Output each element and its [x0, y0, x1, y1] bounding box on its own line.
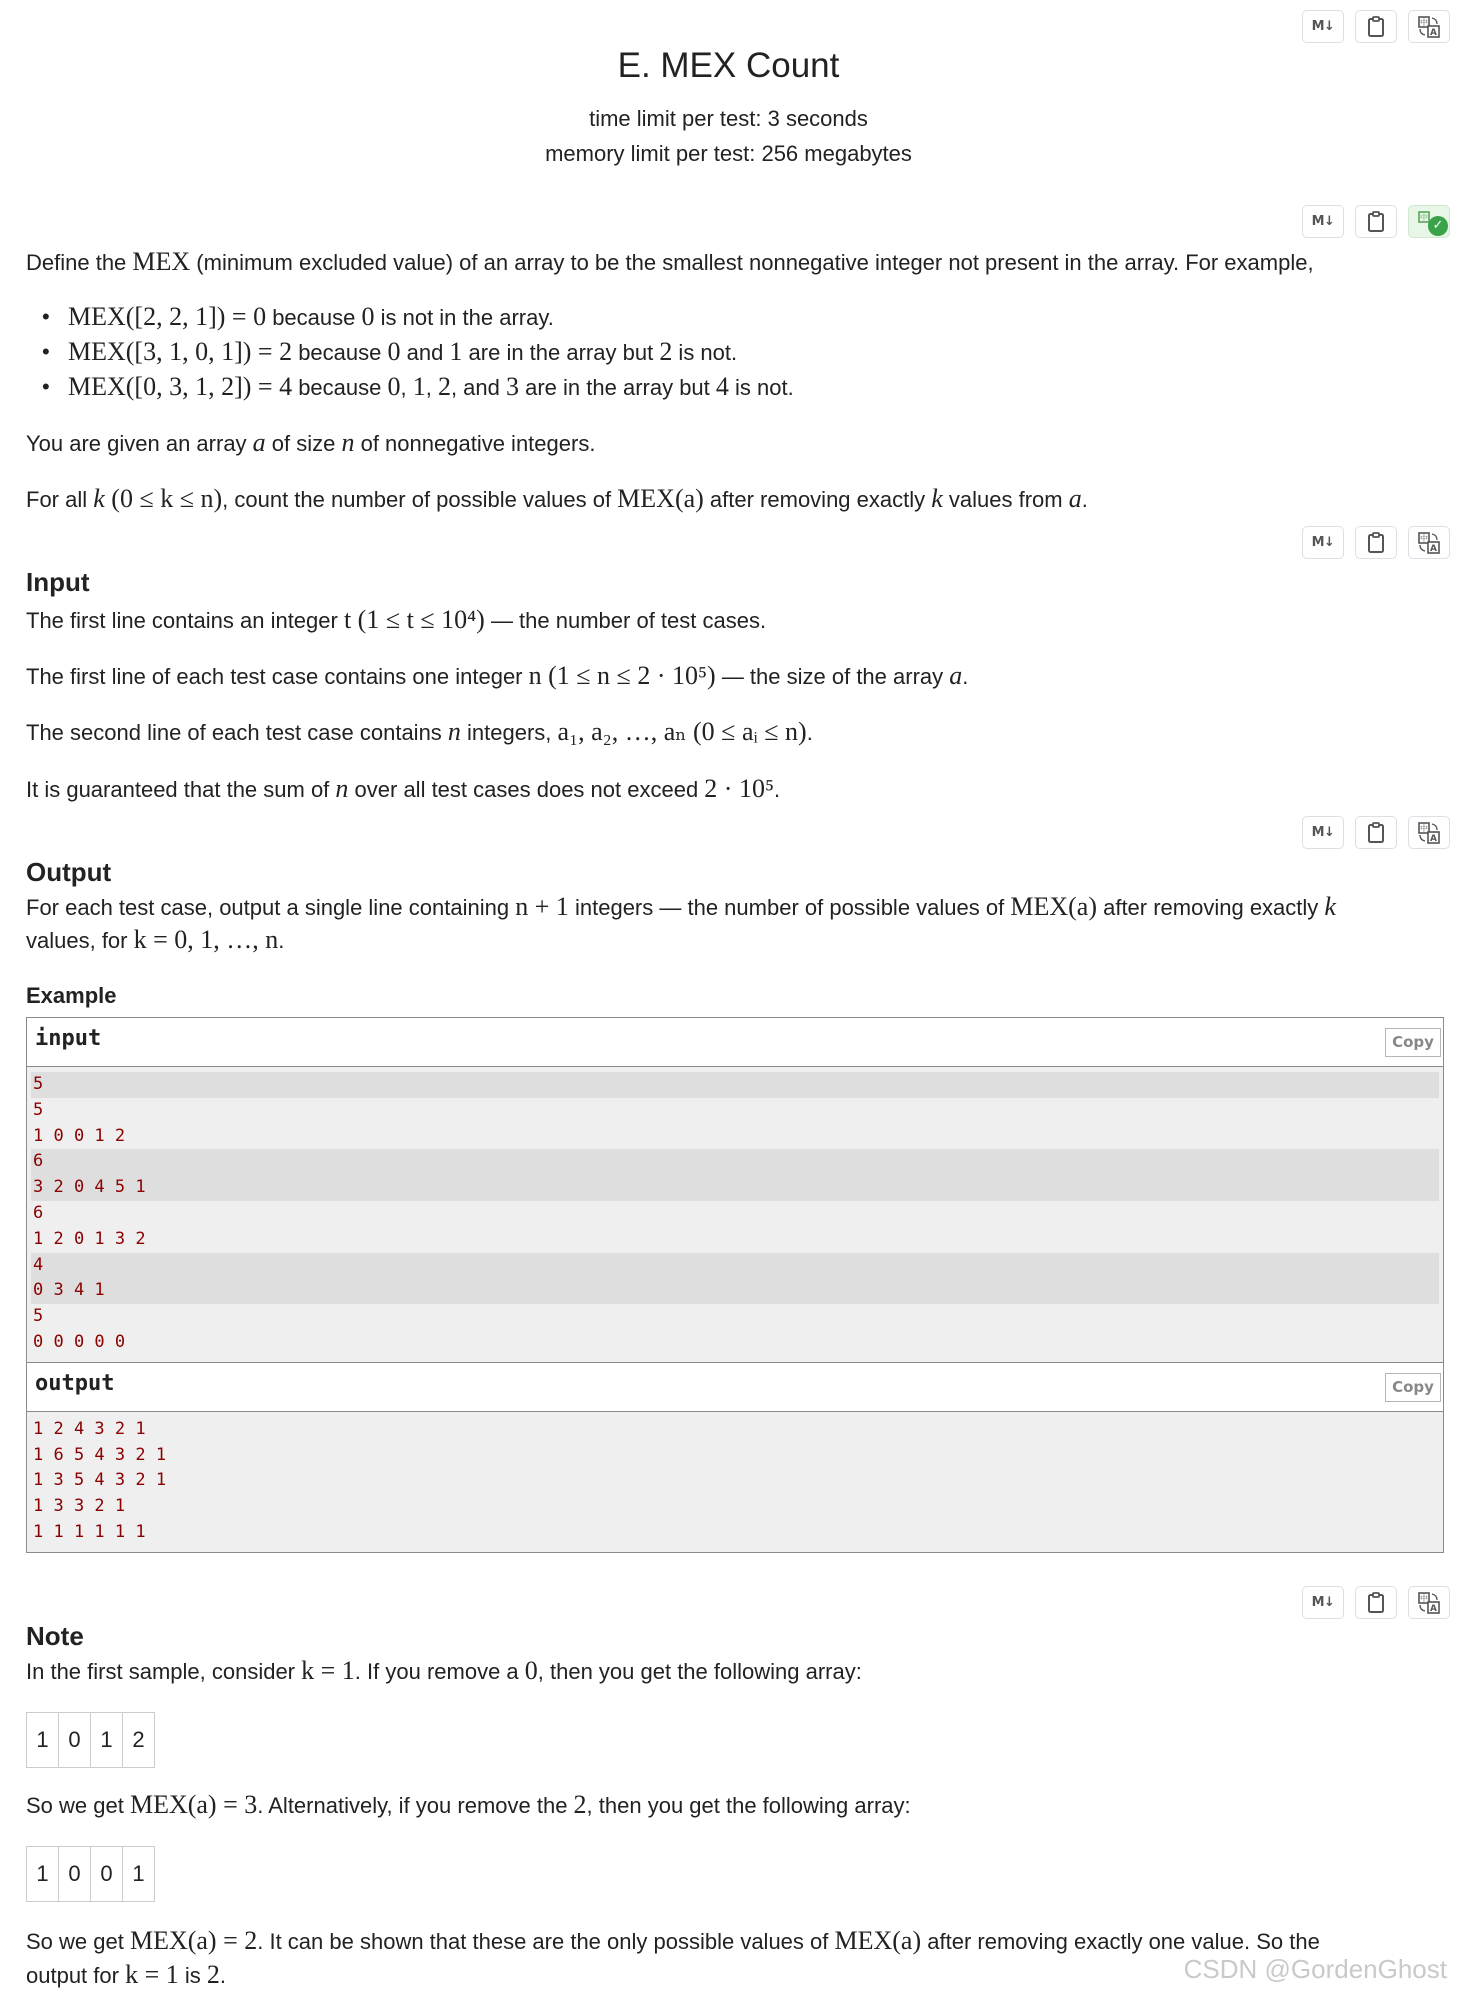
svg-text:A: A: [1430, 1603, 1437, 1614]
legend-task: For all k (0 ≤ k ≤ n), count the number of possible values of MEX(a) after removing exactly k values from a.: [26, 484, 1088, 513]
svg-text:中: 中: [1420, 17, 1428, 27]
sample-output-line: 1 3 3 2 1: [33, 1496, 126, 1517]
example-heading: Example: [26, 983, 117, 1008]
sample-output-line: 1 2 4 3 2 1: [33, 1418, 146, 1439]
legend-given: You are given an array a of size n of nonnegative integers.: [26, 428, 596, 457]
array-cell: 1: [27, 1713, 59, 1767]
memory-limit: memory limit per test: 256 megabytes: [545, 141, 912, 166]
check-icon: ✓: [1428, 216, 1448, 236]
svg-text:A: A: [1430, 833, 1437, 844]
sample-input-header: [27, 1018, 1443, 1067]
translate-button[interactable]: [1408, 526, 1450, 559]
problem-toolbar-output: [1302, 816, 1450, 849]
sample-output-content[interactable]: [27, 1412, 1443, 1552]
sample-input-label: input: [35, 1026, 102, 1051]
sample-input-line: 1 2 0 1 3 2: [33, 1228, 146, 1249]
note-line-2: So we get MEX(a) = 3. Alternatively, if you remove the 2, then you get the following array:: [26, 1790, 911, 1819]
input-heading: Input: [26, 567, 90, 597]
translate-button[interactable]: [1408, 816, 1450, 849]
markdown-button[interactable]: [1302, 816, 1344, 849]
sample-input-line: 0 0 0 0 0: [33, 1331, 126, 1352]
array-cell: 0: [59, 1847, 91, 1901]
input-line-4: It is guaranteed that the sum of n over all test cases does not exceed 2 · 10⁵.: [26, 774, 781, 803]
input-line-1: The first line contains an integer t (1 ≤ t ≤ 10⁴) — the number of test cases.: [26, 605, 767, 634]
output-line-1: For each test case, output a single line containing n + 1 integers — the number of possible values of MEX(a) after removing exactly k: [26, 892, 1336, 921]
problem-title: E. MEX Count: [617, 46, 840, 85]
sample-input-content[interactable]: [27, 1067, 1443, 1362]
sample-input-line: 4: [31, 1253, 1439, 1279]
copy-input-button[interactable]: Copy: [1385, 1028, 1441, 1057]
array-cell: 0: [91, 1847, 123, 1901]
watermark: CSDN @GordenGhost: [1183, 1954, 1447, 1984]
sample-input-line: 5: [31, 1072, 1439, 1098]
note-line-3: So we get MEX(a) = 2. It can be shown that these are the only possible values of MEX(a) after removing exactly one value. So the: [26, 1926, 1320, 1955]
svg-text:A: A: [1430, 27, 1437, 38]
svg-text:中: 中: [1420, 212, 1428, 222]
time-limit: time limit per test: 3 seconds: [589, 106, 868, 131]
translate-icon: [1417, 15, 1441, 39]
sample-input-line: 3 2 0 4 5 1: [31, 1175, 1439, 1201]
clipboard-icon: [1367, 16, 1385, 38]
array-cell: 2: [132, 1727, 145, 1752]
sample-output-line: 1 6 5 4 3 2 1: [33, 1444, 167, 1465]
array-cell: 1: [91, 1713, 123, 1767]
markdown-button[interactable]: [1302, 10, 1344, 43]
translate-icon: [1417, 531, 1441, 555]
svg-text:A: A: [1430, 543, 1437, 554]
copy-button[interactable]: [1355, 816, 1397, 849]
legend-bullet: • MEX([2, 2, 1]) = 0 because 0 is not in the array.: [42, 301, 554, 334]
markdown-button[interactable]: [1302, 1586, 1344, 1619]
markdown-button[interactable]: [1302, 205, 1344, 238]
input-line-3: The second line of each test case contains n integers, a₁, a₂, …, aₙ (0 ≤ aᵢ ≤ n).: [26, 717, 813, 746]
markdown-icon: M↓: [1311, 19, 1335, 34]
sample-input-line: 0 3 4 1: [31, 1278, 1439, 1304]
sample-output-line: 1 1 1 1 1 1: [33, 1521, 146, 1542]
clipboard-icon: [1367, 822, 1385, 844]
sample-input-line: 6: [33, 1202, 44, 1223]
markdown-icon: M↓: [1311, 825, 1335, 840]
input-line-2: The first line of each test case contains one integer n (1 ≤ n ≤ 2 · 10⁵) — the size of the array a.: [26, 661, 969, 690]
markdown-button[interactable]: [1302, 526, 1344, 559]
problem-toolbar-legend: [1302, 205, 1450, 238]
legend-intro: Define the MEX (minimum excluded value) of an array to be the smallest nonnegative integer not present in the array. For example,: [26, 247, 1314, 276]
svg-text:中: 中: [1420, 823, 1428, 833]
translate-icon: [1417, 1591, 1441, 1615]
legend-bullet: • MEX([0, 3, 1, 2]) = 4 because 0, 1, 2, and 3 are in the array but 4 is not.: [42, 371, 794, 404]
array-cell: 1: [132, 1861, 145, 1886]
translate-button-active[interactable]: [1408, 205, 1450, 238]
legend-bullet: • MEX([3, 1, 0, 1]) = 2 because 0 and 1 are in the array but 2 is not.: [42, 336, 737, 369]
note-heading: Note: [26, 1621, 84, 1651]
copy-output-button[interactable]: Copy: [1385, 1373, 1441, 1402]
note-line-1: In the first sample, consider k = 1. If you remove a 0, then you get the following array:: [26, 1656, 862, 1685]
copy-button[interactable]: [1355, 526, 1397, 559]
sample-input-line: 6: [31, 1149, 1439, 1175]
sample-output-header: [27, 1362, 1443, 1412]
copy-button[interactable]: [1355, 1586, 1397, 1619]
array-cell: 1: [27, 1847, 59, 1901]
output-line-2: values, for k = 0, 1, …, n.: [26, 925, 285, 954]
copy-button[interactable]: [1355, 205, 1397, 238]
translate-button[interactable]: [1408, 10, 1450, 43]
markdown-icon: M↓: [1311, 214, 1335, 229]
sample-input-line: 1 0 0 1 2: [33, 1125, 126, 1146]
svg-text:中: 中: [1420, 1593, 1428, 1603]
markdown-icon: M↓: [1311, 1595, 1335, 1610]
sample-input-line: 5: [33, 1099, 44, 1120]
sample-input-line: 5: [33, 1306, 44, 1327]
clipboard-icon: [1367, 1592, 1385, 1614]
sample-input-box: [26, 1017, 1444, 1553]
sample-output-line: 1 3 5 4 3 2 1: [33, 1470, 167, 1491]
problem-toolbar-input: [1302, 526, 1450, 559]
clipboard-icon: [1367, 532, 1385, 554]
markdown-icon: M↓: [1311, 535, 1335, 550]
note-array-1: [26, 1712, 155, 1768]
svg-text:中: 中: [1420, 533, 1428, 543]
translate-button[interactable]: [1408, 1586, 1450, 1619]
sample-output-label: output: [35, 1370, 115, 1396]
note-array-2: [26, 1846, 155, 1902]
array-cell: 0: [59, 1713, 91, 1767]
problem-toolbar-header: [1302, 10, 1450, 43]
translate-icon: [1417, 821, 1441, 845]
note-line-4: output for k = 1 is 2.: [26, 1960, 226, 1989]
copy-button[interactable]: [1355, 10, 1397, 43]
problem-toolbar-note: [1302, 1586, 1450, 1619]
clipboard-icon: [1367, 211, 1385, 233]
output-heading: Output: [26, 857, 112, 887]
